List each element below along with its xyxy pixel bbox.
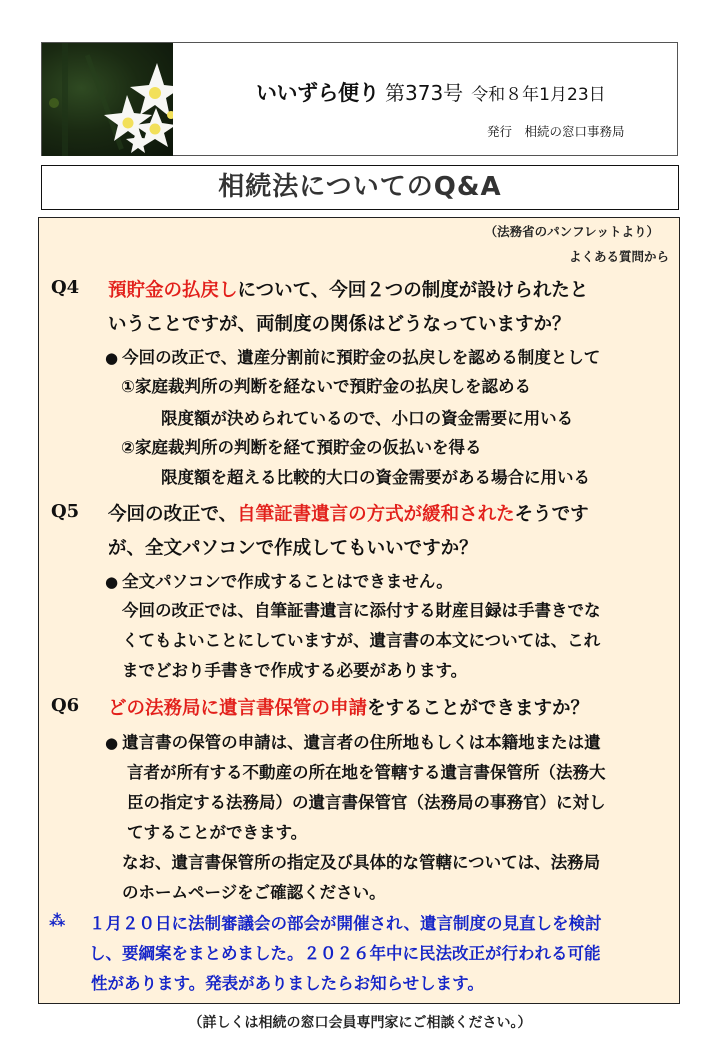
answer-q6-line1: ● 遺言書の保管の申請は、遺言者の住所地もしくは本籍地または遺 <box>105 733 601 752</box>
notice-line3: 性があります。発表がありましたらお知らせします。 <box>91 974 484 993</box>
question-q6-highlight: どの法務局に遺言書保管の申請 <box>108 698 368 719</box>
publisher: 発行 相続の窓口事務局 <box>487 124 625 139</box>
question-label-q6: Q6 <box>51 695 80 716</box>
answer-q6-line5: なお、遺言書保管所の指定及び具体的な管轄については、法務局 <box>122 853 601 872</box>
answer-q4-line4: ②家庭裁判所の判断を経て預貯金の仮払いを得る <box>121 438 482 457</box>
source-subnote: よくある質問から <box>568 249 669 264</box>
newsletter-name: いいずら便り <box>256 81 379 105</box>
answer-q6-line6: のホームページをご確認ください。 <box>122 883 386 902</box>
bullet-icon: ● <box>105 734 119 752</box>
question-q5-line1: 今回の改正で、自筆証書遺言の方式が緩和されたそうです <box>108 504 589 525</box>
answer-q6-line3: 臣の指定する法務局）の遺言書保管官（法務局の事務官）に対し <box>127 793 606 812</box>
question-label-q5: Q5 <box>51 501 80 522</box>
issue-date: 令和８年1月23日 <box>471 85 606 105</box>
answer-q4-line2: ①家庭裁判所の判断を経ないで預貯金の払戻しを認める <box>121 377 531 396</box>
question-q4-highlight: 預貯金の払戻し <box>108 280 238 301</box>
question-q6-line1: どの法務局に遺言書保管の申請をすることができますか？ <box>108 698 590 719</box>
answer-q4-line3: 限度額が決められているので、小口の資金需要に用いる <box>161 409 574 428</box>
notice-line1: １月２０日に法制審議会の部会が開催され、遺言制度の見直しを検討 <box>89 914 602 933</box>
answer-q4-line5: 限度額を超える比較的大口の資金需要がある場合に用いる <box>161 468 590 487</box>
issue-number: 第373号 <box>385 81 464 105</box>
question-label-q4: Q4 <box>51 277 80 298</box>
answer-q5-line3: くてもよいことにしていますが、遺言書の本文については、これ <box>122 631 601 650</box>
newsletter-header <box>41 42 678 156</box>
bullet-icon: ● <box>105 349 119 367</box>
question-q5-highlight: 自筆証書遺言の方式が緩和された <box>237 504 515 525</box>
answer-q4-line1: ● 今回の改正で、遺産分割前に預貯金の払戻しを認める制度として <box>105 348 601 367</box>
question-q5-line2: が、全文パソコンで作成してもいいですか？ <box>108 538 478 559</box>
answer-q5-line4: までどおり手書きで作成する必要があります。 <box>122 661 468 680</box>
answer-q6-line2: 言者が所有する不動産の所在地を管轄する遺言書保管所（法務大 <box>127 763 606 782</box>
notice-line2: し、要綱案をまとめました。２０２６年中に民法改正が行われる可能 <box>89 944 601 963</box>
answer-q5-line1: ● 全文パソコンで作成することはできません。 <box>105 572 453 591</box>
footer-note: （詳しくは相続の窓口会員専門家にご相談ください。） <box>188 1015 532 1031</box>
qa-panel <box>38 217 680 1004</box>
asterism-icon: ⁂ <box>49 911 66 930</box>
answer-q5-line2: 今回の改正では、自筆証書遺言に添付する財産目録は手書きでな <box>122 601 601 620</box>
masthead <box>256 77 606 107</box>
answer-q6-line4: てすることができます。 <box>127 823 308 842</box>
flower-image-icon <box>42 43 173 156</box>
narcissus-photo <box>42 43 173 156</box>
source-note: （法務省のパンフレットより） <box>484 224 659 239</box>
question-q4-line2: いうことですが、両制度の関係はどうなっていますか？ <box>108 314 571 335</box>
page-title: 相続法についてのQ&A <box>41 165 679 210</box>
question-q4-line1: 預貯金の払戻しについて、今回２つの制度が設けられたと <box>108 280 589 301</box>
bullet-icon: ● <box>105 573 119 591</box>
